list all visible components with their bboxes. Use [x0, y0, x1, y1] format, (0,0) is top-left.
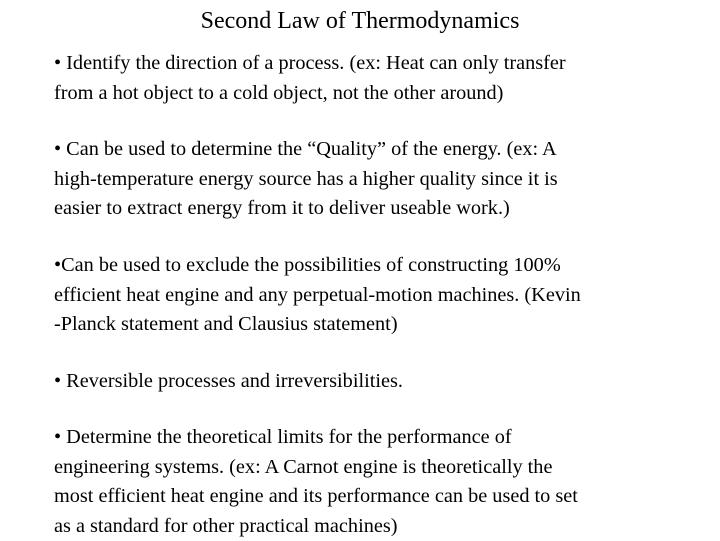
- bullet-reversible-processes: [54, 367, 704, 397]
- slide-title: Second Law of Thermodynamics: [0, 6, 720, 36]
- bullet-line: • Can be used to determine the “Quality” of the energy. (ex: A: [54, 135, 704, 165]
- bullet-theoretical-limits: [54, 423, 704, 541]
- bullet-line: • Identify the direction of a process. (ex: Heat can only transfer: [54, 49, 704, 79]
- bullet-line: engineering systems. (ex: A Carnot engine is theoretically the: [54, 453, 704, 483]
- bullet-line: • Determine the theoretical limits for the performance of: [54, 423, 704, 453]
- bullet-line: •Can be used to exclude the possibilities of constructing 100%: [54, 251, 704, 281]
- bullet-line: easier to extract energy from it to deliver useable work.): [54, 194, 704, 224]
- bullet-line: as a standard for other practical machines): [54, 512, 704, 541]
- bullet-line: from a hot object to a cold object, not the other around): [54, 79, 704, 109]
- bullet-line: efficient heat engine and any perpetual-motion machines. (Kevin: [54, 281, 704, 311]
- bullet-exclude-possibilities: [54, 251, 704, 340]
- bullet-line: • Reversible processes and irreversibilities.: [54, 367, 704, 397]
- bullet-line: most efficient heat engine and its performance can be used to set: [54, 482, 704, 512]
- bullet-direction-of-process: [54, 49, 704, 108]
- bullet-quality-of-energy: [54, 135, 704, 224]
- bullet-line: high-temperature energy source has a higher quality since it is: [54, 165, 704, 195]
- bullet-line: -Planck statement and Clausius statement): [54, 310, 704, 340]
